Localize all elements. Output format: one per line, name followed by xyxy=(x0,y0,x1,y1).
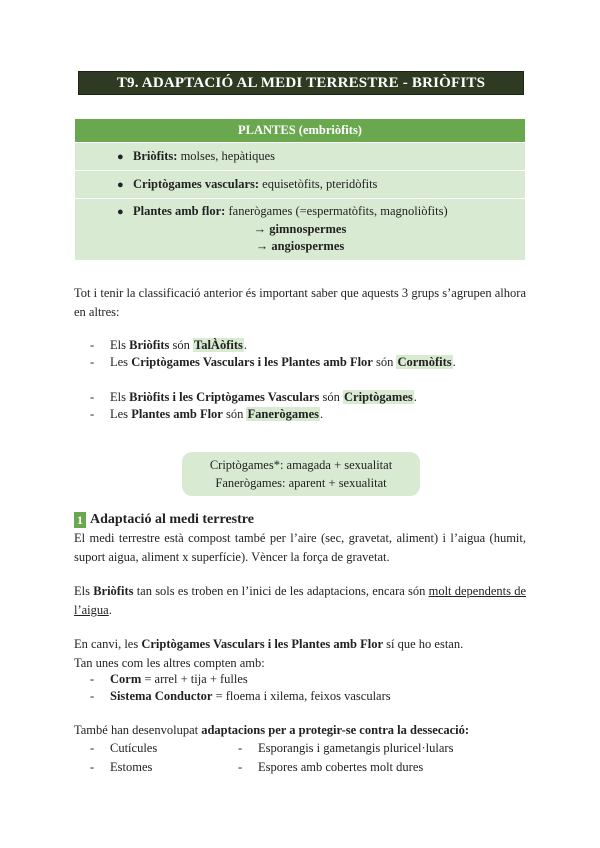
list-item: - Estomes xyxy=(90,758,157,777)
features-list xyxy=(90,671,391,705)
adaptations-left-list xyxy=(90,739,157,777)
plants-table xyxy=(74,118,526,261)
row-term: Plantes amb flor: xyxy=(133,204,226,218)
plants-row xyxy=(75,143,526,171)
subtype-gimnospermes: → gimnospermes xyxy=(253,222,347,236)
definition-criptogames: Criptògames*: amagada + sexualitat xyxy=(209,458,393,472)
paragraph-briofits: Els Briòfits tan sols es troben en l’inici de les adaptacions, encara són molt dependents de l’aigua. xyxy=(74,584,526,617)
row-desc: equisetòfits, pteridòfits xyxy=(259,177,378,191)
row-desc: molses, hepàtiques xyxy=(177,149,275,163)
subtype-angiospermes: → angiospermes xyxy=(255,239,345,253)
plants-row xyxy=(75,171,526,199)
paragraph-compten: Tan unes com les altres compten amb: xyxy=(74,656,265,670)
row-term: Criptògames vasculars: xyxy=(133,177,260,191)
groups-list-2 xyxy=(90,389,417,423)
list-item: - Sistema Conductor = floema i xilema, feixos vasculars xyxy=(90,688,391,705)
intro-paragraph: Tot i tenir la classificació anterior és important saber que aquests 3 grups s’agrupen alhora en altres: xyxy=(74,286,526,319)
list-item: - Esporangis i gametangis pluricel·lulars xyxy=(238,739,453,758)
list-item: - Les Criptògames Vasculars i les Plantes amb Flor són Cormòfits. xyxy=(90,354,456,371)
adaptations-right-list xyxy=(238,739,453,777)
list-item: - Espores amb cobertes molt dures xyxy=(238,758,453,777)
groups-list-1 xyxy=(90,337,456,371)
paragraph-en-canvi: En canvi, les Criptògames Vasculars i les Plantes amb Flor sí que ho estan. xyxy=(74,637,464,651)
plants-row xyxy=(75,199,526,261)
bullet-icon: ● xyxy=(117,151,124,163)
list-item: - Els Briòfits i les Criptògames Vasculars són Criptògames. xyxy=(90,389,417,406)
bullet-icon: ● xyxy=(117,206,124,218)
plants-table-header: PLANTES (embriòfits) xyxy=(75,119,526,143)
definitions-box xyxy=(182,452,420,496)
section-heading xyxy=(74,512,254,528)
section-title: Adaptació al medi terrestre xyxy=(90,512,254,527)
section-number: 1 xyxy=(74,512,86,528)
list-item: - Cutícules xyxy=(90,739,157,758)
definition-fanerogames: Fanerògames: aparent + sexualitat xyxy=(215,476,387,490)
list-item: - Corm = arrel + tija + fulles xyxy=(90,671,391,688)
page-title: T9. ADAPTACIÓ AL MEDI TERRESTRE - BRIÒFITS xyxy=(78,71,524,95)
paragraph-dessecacio: També han desenvolupat adaptacions per a protegir-se contra la dessecació: xyxy=(74,723,470,737)
list-item: - Les Plantes amb Flor són Fanerògames. xyxy=(90,406,417,423)
paragraph-medi: El medi terrestre està compost també per l’aire (sec, gravetat, aliment) i l’aigua (humit, suport aigua, aliment x superfície). Vèncer la força de gravetat. xyxy=(74,531,526,564)
list-item: - Els Briòfits són TalÀòfits. xyxy=(90,337,456,354)
row-desc: fanerògames (=espermatòfits, magnoliòfits) xyxy=(225,204,448,218)
row-term: Briòfits: xyxy=(133,149,178,163)
bullet-icon: ● xyxy=(117,179,124,191)
